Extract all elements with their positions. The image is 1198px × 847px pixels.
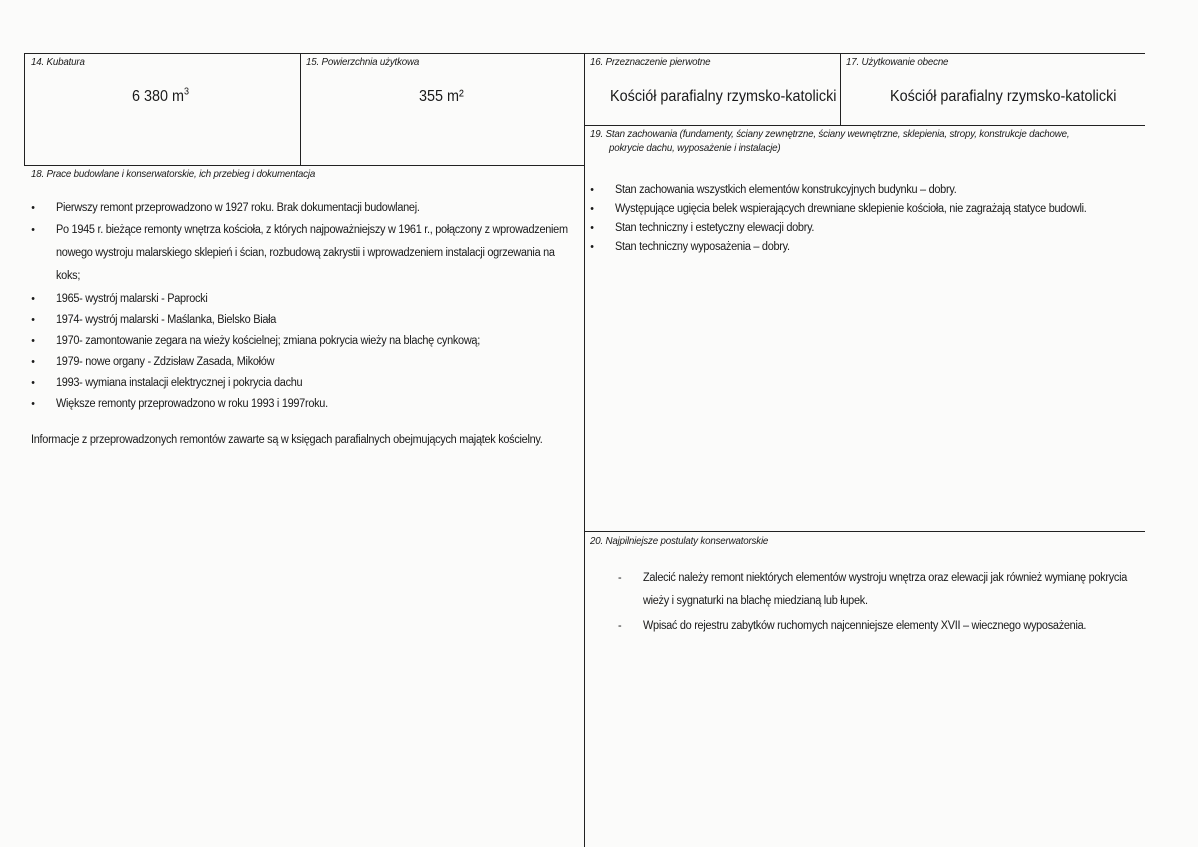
bullet-icon: • <box>590 203 594 215</box>
bullet-icon: • <box>590 222 594 234</box>
bullet-icon: • <box>31 202 35 214</box>
divider-16-17 <box>840 53 841 125</box>
kubatura-unit-superscript: 3 <box>184 86 190 98</box>
bullet-icon: • <box>31 377 35 389</box>
list-item: • 1965- wystrój malarski - Paprocki <box>31 293 208 305</box>
list-item: • 1979- nowe organy - Zdzisław Zasada, Mikołów <box>31 356 275 368</box>
list-item: • Stan zachowania wszystkich elementów konstrukcyjnych budynku – dobry. <box>590 184 957 196</box>
list-item: • Większe remonty przeprowadzono w roku 1993 i 1997roku. <box>31 398 328 410</box>
list-item: • Pierwszy remont przeprowadzono w 1927 roku. Brak dokumentacji budowlanej. <box>31 202 420 214</box>
list-item: • Po 1945 r. bieżące remonty wnętrza kościoła, z których najpoważniejszy w 1961 r., połączony z wprowadzeniem nowego wystroju malarskiego sklepień i ścian, rozbudową zakrystii i wprowadzeniem instalacji ogrzewania na koks; <box>56 219 568 288</box>
bullet-icon: • <box>590 241 594 253</box>
divider-14-15 <box>300 53 301 166</box>
rule-under-16-17 <box>584 125 1145 126</box>
kubatura-number: 6 380 m <box>132 88 185 105</box>
list-item: • 1974- wystrój malarski - Maślanka, Bielsko Biała <box>31 314 277 326</box>
list-item: • Stan techniczny wyposażenia – dobry. <box>590 241 790 253</box>
prace-note: Informacje z przeprowadzonych remontów zawarte są w księgach parafialnych obejmujących majątek kościelny. <box>31 434 543 446</box>
field-powierzchnia-value: 355 m² <box>419 88 464 105</box>
bullet-icon: • <box>31 314 35 326</box>
dash-icon: - <box>618 620 622 632</box>
center-divider <box>584 53 585 847</box>
field-uzytkowanie-value: Kościół parafialny rzymsko-katolicki <box>890 88 1117 105</box>
stan-label-line1: 19. Stan zachowania (fundamenty, ściany zewnętrzne, ściany wewnętrzne, sklepienia, stropy, konstrukcje dachowe, <box>590 128 1070 140</box>
bullet-icon: • <box>590 184 594 196</box>
list-item: • 1970- zamontowanie zegara na wieży kościelnej; zmiana pokrycia wieży na blachę cynkową; <box>31 335 480 347</box>
rule-above-18 <box>24 165 584 166</box>
field-kubatura-label: 14. Kubatura <box>31 56 85 68</box>
postulaty-label: 20. Najpilniejsze postulaty konserwatorskie <box>590 535 769 547</box>
field-kubatura-value <box>132 88 189 106</box>
list-item <box>618 620 621 632</box>
list-item <box>618 572 621 584</box>
postulat-line: Zalecić należy remont niektórych elementów wystroju wnętrza oraz elewacji jak również wymianę pokrycia <box>643 572 1128 584</box>
postulat-line: Wpisać do rejestru zabytków ruchomych najcenniejsze elementy XVII – wiecznego wyposażenia. <box>643 620 1087 632</box>
list-item: • Występujące ugięcia belek wspierających drewniane sklepienie kościoła, nie zagrażają statyce budowli. <box>590 203 1087 215</box>
bullet-icon: • <box>31 293 35 305</box>
bullet-icon: • <box>31 398 35 410</box>
postulat-line: wieży i sygnaturki na blachę miedzianą lub łupek. <box>643 595 868 607</box>
field-uzytkowanie-label: 17. Użytkowanie obecne <box>846 56 949 68</box>
list-item: • 1993- wymiana instalacji elektrycznej i pokrycia dachu <box>31 377 303 389</box>
bullet-icon: • <box>31 224 35 236</box>
prace-list <box>31 202 595 416</box>
field-przeznaczenie-label: 16. Przeznaczenie pierwotne <box>590 56 711 68</box>
bullet-icon: • <box>31 335 35 347</box>
stan-label-line2: pokrycie dachu, wyposażenie i instalacje) <box>609 142 781 154</box>
list-item: • Stan techniczny i estetyczny elewacji dobry. <box>590 222 815 234</box>
prace-label: 18. Prace budowlane i konserwatorskie, ich przebieg i dokumentacja <box>31 168 316 180</box>
bullet-icon: • <box>31 356 35 368</box>
field-przeznaczenie-value: Kościół parafialny rzymsko-katolicki <box>610 88 837 105</box>
rule-above-20 <box>584 531 1145 532</box>
stan-list <box>590 184 1111 260</box>
field-powierzchnia-label: 15. Powierzchnia użytkowa <box>306 56 420 68</box>
left-rule <box>24 53 25 166</box>
dash-icon: - <box>618 572 622 584</box>
